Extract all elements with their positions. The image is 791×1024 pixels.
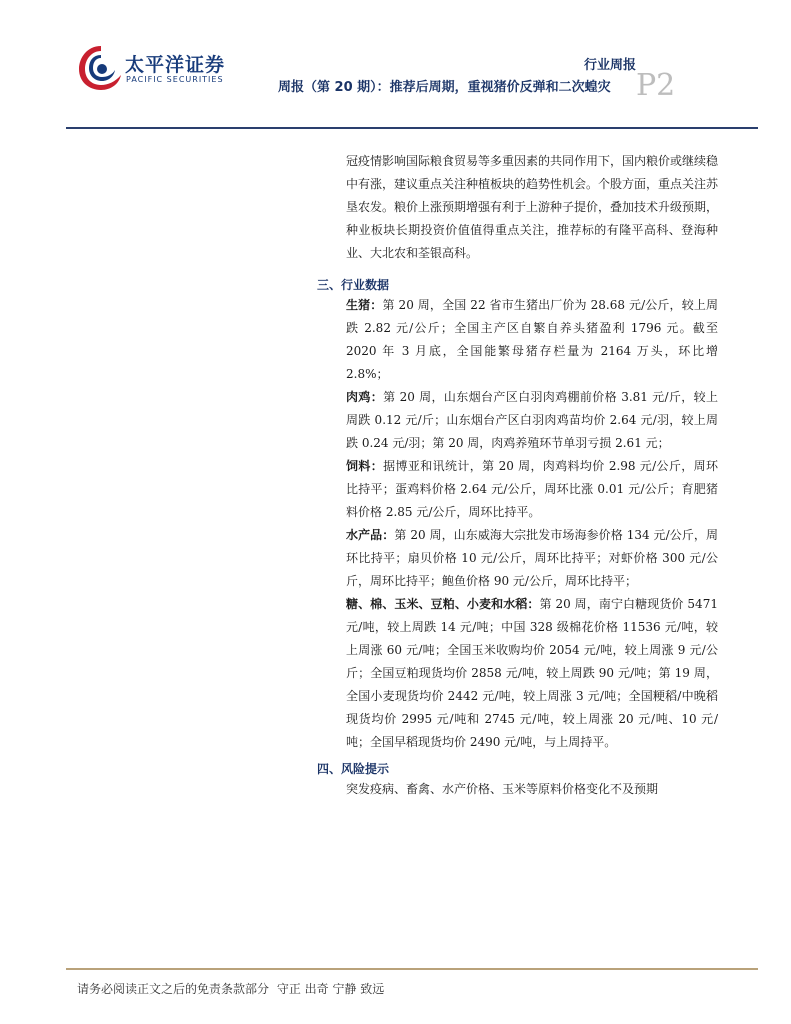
risk-block bbox=[346, 778, 718, 801]
data-item-broiler bbox=[346, 386, 718, 455]
data-item-text: 据博亚和讯统计，第 20 周，肉鸡料均价 2.98 元/公斤，周环比持平；蛋鸡料价格 2.64 元/公斤，周环比涨 0.01 元/公斤；育肥猪料价格 2.85 元/公斤，周环比持平。 bbox=[346, 459, 718, 519]
footer bbox=[77, 980, 384, 997]
page-number: P2 bbox=[636, 68, 676, 103]
footer-disclaimer: 请务必阅读正文之后的免责条款部分 bbox=[77, 982, 270, 996]
label-separator: ： bbox=[382, 528, 395, 542]
intro-block bbox=[346, 150, 718, 265]
footer-divider bbox=[66, 968, 758, 970]
data-item-label: 糖、棉、玉米、豆粕、小麦和水稻 bbox=[346, 597, 528, 611]
risk-text: 突发疫病、畜禽、水产价格、玉米等原料价格变化不及预期 bbox=[346, 782, 659, 796]
label-separator: ： bbox=[370, 459, 384, 473]
data-item-feed bbox=[346, 455, 718, 524]
report-type-label: 行业周报 bbox=[583, 58, 636, 73]
intro-paragraph: 冠疫情影响国际粮食贸易等多重因素的共同作用下，国内粮价或继续稳中有涨，建议重点关注种植板块的趋势性机会。个股方面，重点关注苏垦农发。粮价上涨预期增强有利于上游种子提价，叠加技术升级预期，种业板块长期投资价值值得重点关注，推荐标的有隆平高科、登海种业、大北农和荃银高科。 bbox=[346, 154, 719, 260]
data-item-label: 肉鸡 bbox=[346, 390, 371, 404]
footer-motto: 守正 出奇 宁静 致远 bbox=[276, 982, 385, 996]
data-item-text: 第 20 周，南宁白糖现货价 5471 元/吨，较上周跌 14 元/吨；中国 328 级棉花价格 11536 元/吨，较上周涨 60 元/吨；全国玉米收购均价 2054 元/吨，较上周涨 9 元/公斤；全国豆粕现货均价 2858 元/吨，较上周跌 90 元/吨；第 19 周，全国小麦现货均价 2442 元/吨，较上周涨 3 元/吨；全国粳稻/中晚稻现货均价 2995 元/吨和 2745 元/吨，较上周涨 20 元/吨、10 元/吨；全国早稻现货均价 2490 元/吨，与上周持平。 bbox=[346, 597, 718, 749]
label-separator: ： bbox=[527, 597, 540, 611]
pacific-securities-logo-icon bbox=[75, 42, 127, 94]
data-item-text: 第 20 周，全国 22 省市生猪出厂价为 28.68 元/公斤，较上周跌 2.82 元/公斤；全国主产区自繁自养头猪盈利 1796 元。截至 2020 年 3 月底，全国能繁母猪存栏量为 2164 万头，环比增 2.8%； bbox=[346, 298, 718, 381]
header-divider bbox=[66, 127, 758, 129]
data-item-label: 生猪 bbox=[346, 298, 371, 312]
company-logo bbox=[75, 42, 235, 94]
data-item-label: 水产品 bbox=[346, 528, 383, 542]
logo-english-name: PACIFIC SECURITIES bbox=[126, 75, 224, 84]
data-item-aquatic bbox=[346, 524, 718, 593]
logo-chinese-name: 太平洋证券 bbox=[125, 54, 226, 76]
label-separator: ： bbox=[370, 390, 384, 404]
data-item-text: 第 20 周，山东威海大宗批发市场海参价格 134 元/公斤，周环比持平；扇贝价格 10 元/公斤，周环比持平；对虾价格 300 元/公斤，周环比持平；鲍鱼价格 90 元/公斤，周环比持平； bbox=[346, 528, 718, 588]
industry-data-block bbox=[346, 294, 718, 754]
label-separator: ： bbox=[370, 298, 383, 312]
data-item-label: 饲料 bbox=[346, 459, 371, 473]
section-heading-risk: 四、风险提示 bbox=[317, 762, 390, 776]
report-title: 周报（第 20 期）：推荐后周期，重视猪价反弹和二次蝗灾 bbox=[278, 80, 611, 95]
section-heading-industry-data: 三、行业数据 bbox=[317, 278, 390, 292]
data-item-hog bbox=[346, 294, 718, 386]
data-item-commodities bbox=[346, 593, 718, 754]
data-item-text: 第 20 周，山东烟台产区白羽肉鸡棚前价格 3.81 元/斤，较上周跌 0.12 元/斤；山东烟台产区白羽肉鸡苗均价 2.64 元/羽，较上周跌 0.24 元/羽；第 20 周，肉鸡养殖环节单羽亏损 2.61 元； bbox=[346, 390, 718, 450]
